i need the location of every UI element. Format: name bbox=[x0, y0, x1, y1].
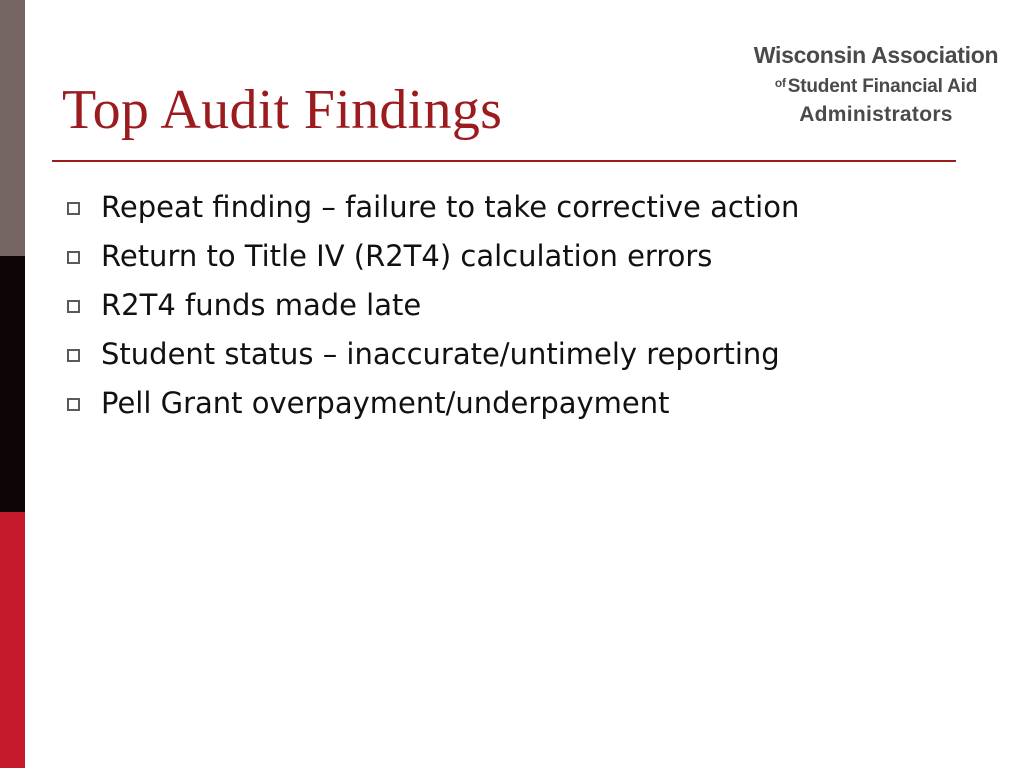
bullet-item bbox=[64, 282, 1004, 331]
strip-segment-top bbox=[0, 0, 25, 256]
logo-line-1: Wisconsin Association bbox=[753, 42, 999, 68]
side-color-strip bbox=[0, 0, 25, 768]
logo-line-2 bbox=[748, 70, 1004, 100]
bullet-item bbox=[64, 233, 1004, 282]
logo-line-3: Administrators bbox=[799, 103, 953, 126]
bullet-text: Student status – inaccurate/untimely reporting bbox=[101, 337, 780, 371]
square-bullet-icon bbox=[67, 251, 80, 264]
slide-title: Top Audit Findings bbox=[62, 79, 503, 141]
logo-line-2-text: Student Financial Aid bbox=[787, 76, 978, 97]
title-underline bbox=[52, 160, 956, 162]
bullet-list bbox=[64, 184, 1004, 429]
bullet-item bbox=[64, 380, 1004, 429]
bullet-text: Return to Title IV (R2T4) calculation errors bbox=[101, 239, 713, 273]
strip-segment-middle bbox=[0, 256, 25, 512]
bullet-text: Pell Grant overpayment/underpayment bbox=[101, 386, 670, 420]
bullet-text: R2T4 funds made late bbox=[101, 288, 422, 322]
bullet-item bbox=[64, 184, 1004, 233]
organization-logo bbox=[748, 40, 1004, 130]
square-bullet-icon bbox=[67, 300, 80, 313]
bullet-item bbox=[64, 331, 1004, 380]
strip-segment-bottom bbox=[0, 512, 25, 768]
logo-line-2-prefix: of bbox=[774, 76, 786, 90]
square-bullet-icon bbox=[67, 202, 80, 215]
square-bullet-icon bbox=[67, 398, 80, 411]
square-bullet-icon bbox=[67, 349, 80, 362]
bullet-text: Repeat finding – failure to take corrective action bbox=[101, 190, 800, 224]
